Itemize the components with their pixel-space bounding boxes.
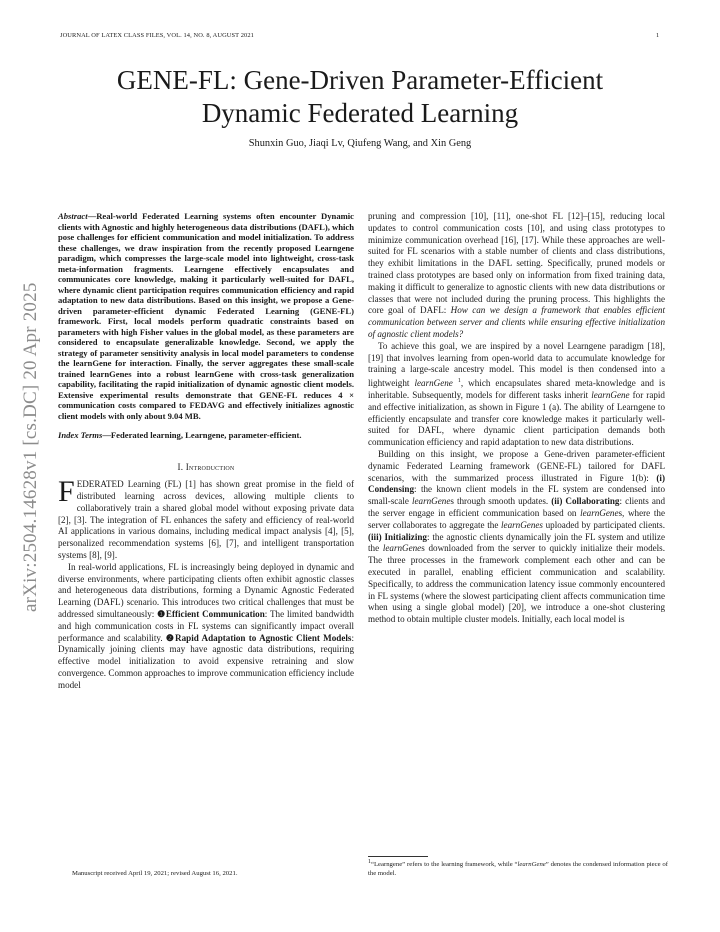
footnote-text-b: ” denotes the condensed information piece of the model. xyxy=(368,861,668,878)
index-terms-text: —Federated learning, Learngene, parameter-efficient. xyxy=(102,430,302,440)
index-terms-label: Index Terms xyxy=(58,430,103,440)
learngene-term: learnGene xyxy=(591,389,630,400)
running-header: JOURNAL OF LATEX CLASS FILES, VOL. 14, NO. 8, AUGUST 2021 xyxy=(60,32,254,39)
footnote xyxy=(368,858,668,878)
learngene-term: learnGene xyxy=(382,543,422,554)
section-title: Introduction xyxy=(185,461,235,472)
right-p3-text-f: s, where the server collaborates to aggregate the xyxy=(368,507,665,530)
step-condensing: (i) Condensing xyxy=(368,472,665,495)
right-p2-text-c: for rapid and effective initialization, as shown in Figure 1 (a). The ability of Learngene to efficiently encapsulate and transfer core knowledge makes it particularly well-suited for DAFL, where dynamic client participation demands both communication efficiency and rapid adaptation to new data distributions. xyxy=(368,389,665,448)
right-p2-text-a: To achieve this goal, we are inspired by a novel Learngene paradigm [18], [19] that involves learning from open-world data to accumulate knowledge for training a large-scale ancestry model. This model is then condensed into a lightweight xyxy=(368,340,665,389)
right-p3-text-h: : the agnostic clients dynamically join the FL system and utilize the xyxy=(368,531,666,554)
right-p3-text-g: uploaded by participated clients. xyxy=(542,519,665,530)
challenge-2: ❷Rapid Adaptation to Agnostic Client Models xyxy=(165,632,352,643)
right-column xyxy=(368,211,665,626)
step-collaborating: (ii) Collaborating xyxy=(551,496,620,507)
footnote-ref[interactable]: 1 xyxy=(457,378,461,385)
intro-p1-text: EDERATED Learning (FL) [1] has shown great promise in the field of distributed learning across devices, allowing multiple clients to collaboratively train a shared global model without exposing private data [2], [3]. The integration of FL enhances the safety and efficiency of real-world AI applications in various domains, including medical impact analysis [4], [5], personalized recommendation systems [6], [7], and intelligent transportation systems [8], [9]. xyxy=(58,479,354,561)
title-line-1: GENE-FL: Gene-Driven Parameter-Efficient xyxy=(116,65,604,95)
page-number: 1 xyxy=(656,32,660,39)
challenge-1: ❶Efficient Communication xyxy=(157,609,265,620)
footnote-text-a: “Learngene” refers to the learning framework, while “ xyxy=(371,861,518,869)
footnote-mark: 1 xyxy=(368,859,371,865)
manuscript-note: Manuscript received April 19, 2021; revised August 16, 2021. xyxy=(72,870,238,877)
step-initializing: (iii) Initializing xyxy=(368,531,427,542)
right-p3-text-j: s downloaded from the server to quickly initialize their models. The three processes in the framework complement each other and can be executed in parallel, enabling efficient communication and scalability. Specifically, to address the communication latency issue commonly encountered in FL systems (where the slowest participating client affects communication time when using a single global model) [20], we introduce a one-shot clustering method to obtain multiple cluster models. Initially, each local model is xyxy=(368,543,665,625)
right-paragraph-2 xyxy=(368,341,665,449)
right-paragraph-3 xyxy=(368,449,665,626)
learngene-term: learnGene xyxy=(411,496,451,507)
footnote-term: learnGene xyxy=(517,861,546,869)
core-goal-question: How can we design a framework that enables efficient communication between server and clients while ensuring effective initialization of agnostic client models? xyxy=(368,305,665,339)
intro-p2-text-c: : The limited bandwidth and high communication costs in FL systems can significantly impact overall performance and scalability. xyxy=(58,609,354,643)
right-p3-text-c: : the known client models in the FL system are condensed into small-scale xyxy=(368,484,665,507)
section-numeral: I. xyxy=(177,461,184,472)
learngene-term: learnGenes xyxy=(501,519,543,530)
right-p3-text-d: s through smooth updates. xyxy=(450,496,552,507)
intro-p2-text-a: In real-world applications, FL is increasingly being deployed in dynamic and diverse environments, where participating clients often exhibit agnostic classes and heterogeneous data distributions, forming a Dynamic Agnostic Federated Learning (DAFL) scenario. This introduces two critical challenges that must be addressed simultaneously: xyxy=(58,561,354,620)
right-p3-text-e: : clients and the server engage in efficient communication based on xyxy=(368,496,665,518)
title-line-2: Dynamic Federated Learning xyxy=(201,98,519,128)
arxiv-stamp: arXiv:2504.14628v1 [cs.DC] 20 Apr 2025 xyxy=(20,282,41,612)
learngene-term: learnGene xyxy=(580,507,619,518)
right-paragraph-1 xyxy=(368,211,665,341)
footnote-rule xyxy=(368,856,428,857)
index-terms xyxy=(58,430,354,441)
paper-title xyxy=(60,64,660,130)
section-heading xyxy=(58,462,354,474)
intro-paragraph-2 xyxy=(58,562,354,692)
intro-p2-text-d: : Dynamically joining clients may have agnostic data distributions, requiring effective model initialization to avoid expensive retraining and slow convergence. Common approaches to improve communication efficiency include model xyxy=(58,632,354,690)
right-p3-text-a: Building on this insight, we propose a Gene-driven parameter-efficient dynamic Federated Learning framework (GENE-FL) tailored for DAFL scenarios, with the summarized process illustrated in Figure 1(b): xyxy=(368,448,665,483)
intro-paragraph-1 xyxy=(58,475,354,562)
right-p2-text-b: , which encapsulates shared meta-knowledge and is inheritable. Subsequently, models for different tasks inherit xyxy=(368,378,665,400)
learngene-term: learnGene xyxy=(414,378,453,389)
left-column xyxy=(58,211,354,692)
abstract-text: —Real-world Federated Learning systems often encounter Dynamic clients with Agnostic and highly heterogeneous data distributions (DAFL), which pose challenges for efficient communication and model initialization. To address these challenges, we draw inspiration from the recently proposed Learngene paradigm, which compresses the large-scale model into lightweight, cross-task meta-information fragments. Learngene effectively encapsulates and communicates core knowledge, making it particularly well-suited for DAFL, where dynamic client participation requires communication efficiency and rapid adaptation to new data distributions. Based on this insight, we propose a Gene-driven parameter-efficient dynamic Federated Learning (GENE-FL) framework. First, local models perform quadratic constraints based on parameters with high Fisher values in the global model, as these parameters are considered to encapsulate generalizable knowledge. Second, we apply the strategy of parameter sensitivity analysis in local model parameters to condense the learnGene for interaction. Finally, the server aggregates these small-scale trained learnGenes into a robust learnGene with cross-task generalization capability, facilitating the rapid initialization of dynamic agnostic client models. Extensive experimental results demonstrate that GENE-FL reduces 4 × communication costs compared to FEDAVG and effectively initializes agnostic client models with only about 9.04 MB. xyxy=(58,211,354,421)
author-list: Shunxin Guo, Jiaqi Lv, Qiufeng Wang, and Xin Geng xyxy=(248,138,472,149)
abstract-label: Abstract xyxy=(58,211,88,221)
right-p1-text: pruning and compression [10], [11], one-shot FL [12]–[15], reducing local updates to control communication costs [10], and using class prototypes to minimize communication overhead [16], [17]. While these approaches are well-suited for FL scenarios with a stable number of clients and class distributions, they exhibit limitations in the DAFL setting. Specifically, pruned models or trained class prototypes are based only on information from fixed training data, making it difficult to generalize to agnostic clients with new data distributions or classes that were not included during the pruning process. This highlights the core goal of DAFL: xyxy=(368,211,665,316)
abstract xyxy=(58,211,354,421)
drop-cap: F xyxy=(58,475,75,509)
